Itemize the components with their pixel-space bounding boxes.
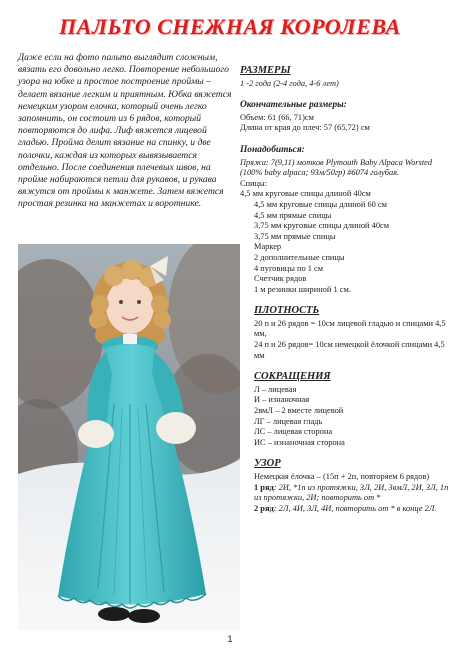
abbreviation-item: ЛГ – лицевая гладь bbox=[254, 416, 323, 426]
sizes-text: 1 -2 года (2-4 года, 4-6 лет) bbox=[240, 78, 339, 88]
pattern-title: УЗОР bbox=[254, 458, 281, 470]
final-sizes-length: Длина от края до плеч: 57 (65,72) см bbox=[240, 123, 370, 133]
pattern-row-1-label: 1 ряд bbox=[254, 482, 274, 492]
page-number: 1 bbox=[227, 634, 233, 644]
pattern-details bbox=[240, 66, 450, 514]
density-line-2: 24 п и 26 рядов= 10см немецкой ёлочкой спицами 4,5 мм bbox=[254, 340, 445, 360]
pattern-row-2 bbox=[254, 504, 450, 515]
extra-item: 4 пуговицы по 1 см bbox=[254, 263, 324, 273]
coat-photo bbox=[18, 244, 240, 630]
abbreviations-title: СОКРАЩЕНИЯ bbox=[254, 371, 331, 383]
materials-needles-label: Спицы: bbox=[240, 178, 267, 188]
pattern-row-1 bbox=[254, 483, 450, 504]
extra-item: 2 дополнительные спицы bbox=[254, 252, 345, 262]
page-title: ПАЛЬТО СНЕЖНАЯ КОРОЛЕВА bbox=[59, 14, 401, 39]
pattern-row-1-text: : 2И, *1п из протяжки, 3Л, 2И, 3вмЛ, 2И, 3Л, 1п из протяжки, 2И; повторить от * bbox=[254, 482, 449, 503]
needle-item: 3,75 мм круговые спицы длиной 40см bbox=[254, 221, 390, 231]
needle-item: 4,5 мм круговые спицы длиной 40см bbox=[240, 189, 371, 199]
materials-yarn: Пряжа: 7(9,11) мотков Plymouth Baby Alpaca Worsted (100% baby alpaca; 93м/50гр) #6074 голубая. bbox=[240, 157, 433, 178]
sizes-title: РАЗМЕРЫ bbox=[240, 65, 291, 76]
intro-paragraph: Даже если на фото пальто выглядит сложным, вязать его довольно легко. Повторение небольшого узора на юбке и простое построение проймы – делает вязание легким и приятным. Юбка вяжется немецким узором елочка, который очень легко запомнить, он состоит из 6 рядов, который повторяются до лифа. Лиф вяжется лицевой гладью. Пройма делит вязание на спинку, и две полочки, каждая из которых вывязывается отдельно. После соединения плечевых швов, на пройме набираются петли для рукавов, и рукава вяжутся от проймы к манжете. Затем вяжется простая резинка на манжетах и воротнике. bbox=[18, 52, 232, 210]
abbreviation-item: Л – лицевая bbox=[254, 384, 297, 394]
extra-item: 1 м резинки шириной 1 см. bbox=[254, 284, 351, 294]
abbreviation-item: 2вмЛ – 2 вместе лицевой bbox=[254, 406, 344, 416]
final-sizes-volume: Объем: 61 (66, 71)см bbox=[240, 112, 314, 122]
final-sizes-title: Окончательные размеры: bbox=[240, 100, 347, 111]
materials-title: Понадобиться: bbox=[240, 144, 305, 155]
needle-item: 3,75 мм прямые спицы bbox=[254, 231, 336, 241]
extra-item: Маркер bbox=[254, 242, 282, 252]
pattern-row-2-label: 2 ряд bbox=[254, 503, 274, 513]
girl-in-coat-illustration bbox=[18, 244, 240, 630]
density-line-1: 20 п и 26 рядов = 10см лицевой гладью и спицами 4,5 мм, bbox=[254, 318, 446, 339]
abbreviation-item: ИС – изнаночная сторона bbox=[254, 437, 345, 447]
needle-item: 4,5 мм прямые спицы bbox=[254, 210, 332, 220]
extra-item: Счетчик рядов bbox=[254, 274, 307, 284]
abbreviation-item: И – изнаночная bbox=[254, 395, 310, 405]
pattern-row-2-text: : 2Л, 4И, 3Л, 4И, повторить от * в конце 2Л. bbox=[273, 503, 437, 513]
abbreviation-item: ЛС – лицевая сторона bbox=[254, 427, 333, 437]
density-title: ПЛОТНОСТЬ bbox=[254, 305, 320, 317]
needle-item: 4,5 мм круговые спицы длиной 60 см bbox=[254, 199, 387, 209]
pattern-intro: Немецкая ёлочка – (15п + 2п, повторяем 6 рядов) bbox=[254, 472, 430, 481]
